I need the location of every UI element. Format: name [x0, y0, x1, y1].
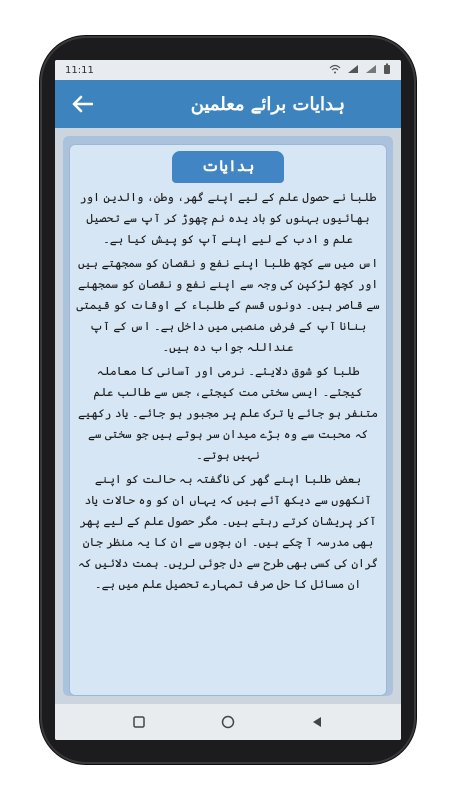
instructions-text — [70, 183, 386, 595]
app-bar — [55, 80, 401, 128]
status-icons — [329, 63, 391, 78]
section-header — [70, 147, 386, 183]
paragraph-2: اس میں سے کچھ طلبا اپنے نفع و نقصان کو سمجھتے ہیں اور کچھ لڑکپن کی وجہ سے اپنے نفع و نقصان کو سمجھنے سے قاصر ہیں۔ دونوں قسم کے طلباء کے اوقات کو قیمتی بنانا آپ کے فرض منصبی میں داخل ہے۔ اس کے آپ عنداللہ جواب دہ ہیں۔ — [76, 256, 380, 354]
page-title: ہدایات برائے معلمین — [190, 93, 345, 115]
paragraph-1: طلبا نے حصول علم کے لیے اپنے گھر، وطن، والدین اور بھائیوں بہنوں کو باد یدہ نم چھوڑ کر آپ سے تحصیل علم و ادب کے لیے اپنے آپ کو پیش کیا ہے۔ — [79, 190, 377, 246]
paragraph-4: بعض طلبا اپنے گھر کی ناگفتہ بہ حالت کو اپنے آنکھوں سے دیکھ آئے ہیں کہ یہاں ان کو وہ حالات یاد آکر پریشان کرتے رہتے ہیں۔ مگر حصول علم کے لیے پھر بھی مدرسہ آ چکے ہیں۔ ان بچوں سے ان کا یہ منظر جان گران کی کسی بھی طرح سے دل جوئی لریں۔ ہمت دلائیں کہ ان مسائل کا حل صرف تمہارے تحصیل علم میں ہے۔ — [77, 472, 379, 591]
content-card-inner — [69, 144, 387, 696]
section-title: ہدایات — [172, 151, 285, 183]
signal-icon — [347, 64, 359, 77]
status-time: 11:11 — [65, 64, 94, 76]
content-area — [55, 128, 401, 704]
battery-icon — [383, 63, 391, 78]
recents-square-icon[interactable] — [127, 710, 151, 734]
home-circle-icon[interactable] — [216, 710, 240, 734]
system-nav-bar — [55, 704, 401, 740]
status-bar — [55, 60, 401, 80]
signal-icon-2 — [365, 64, 377, 77]
back-arrow-icon[interactable] — [67, 89, 97, 119]
content-card — [63, 136, 393, 696]
paragraph-3: طلبا کو شوق دلایئے۔ نرمی اور آسانی کا معاملہ کیجئے۔ ایسی سختی مت کیجئے، جس سے طالب علم متنفر ہو جائے یا ترک علم پر مجبور ہو جائے۔ یاد رکھیے کہ محبت سے وہ بڑے میدان سر ہوتے ہیں جو سختی سے نہیں ہوتے۔ — [77, 364, 379, 462]
screen — [55, 60, 401, 740]
wifi-icon — [329, 64, 341, 77]
back-triangle-icon[interactable] — [305, 710, 329, 734]
